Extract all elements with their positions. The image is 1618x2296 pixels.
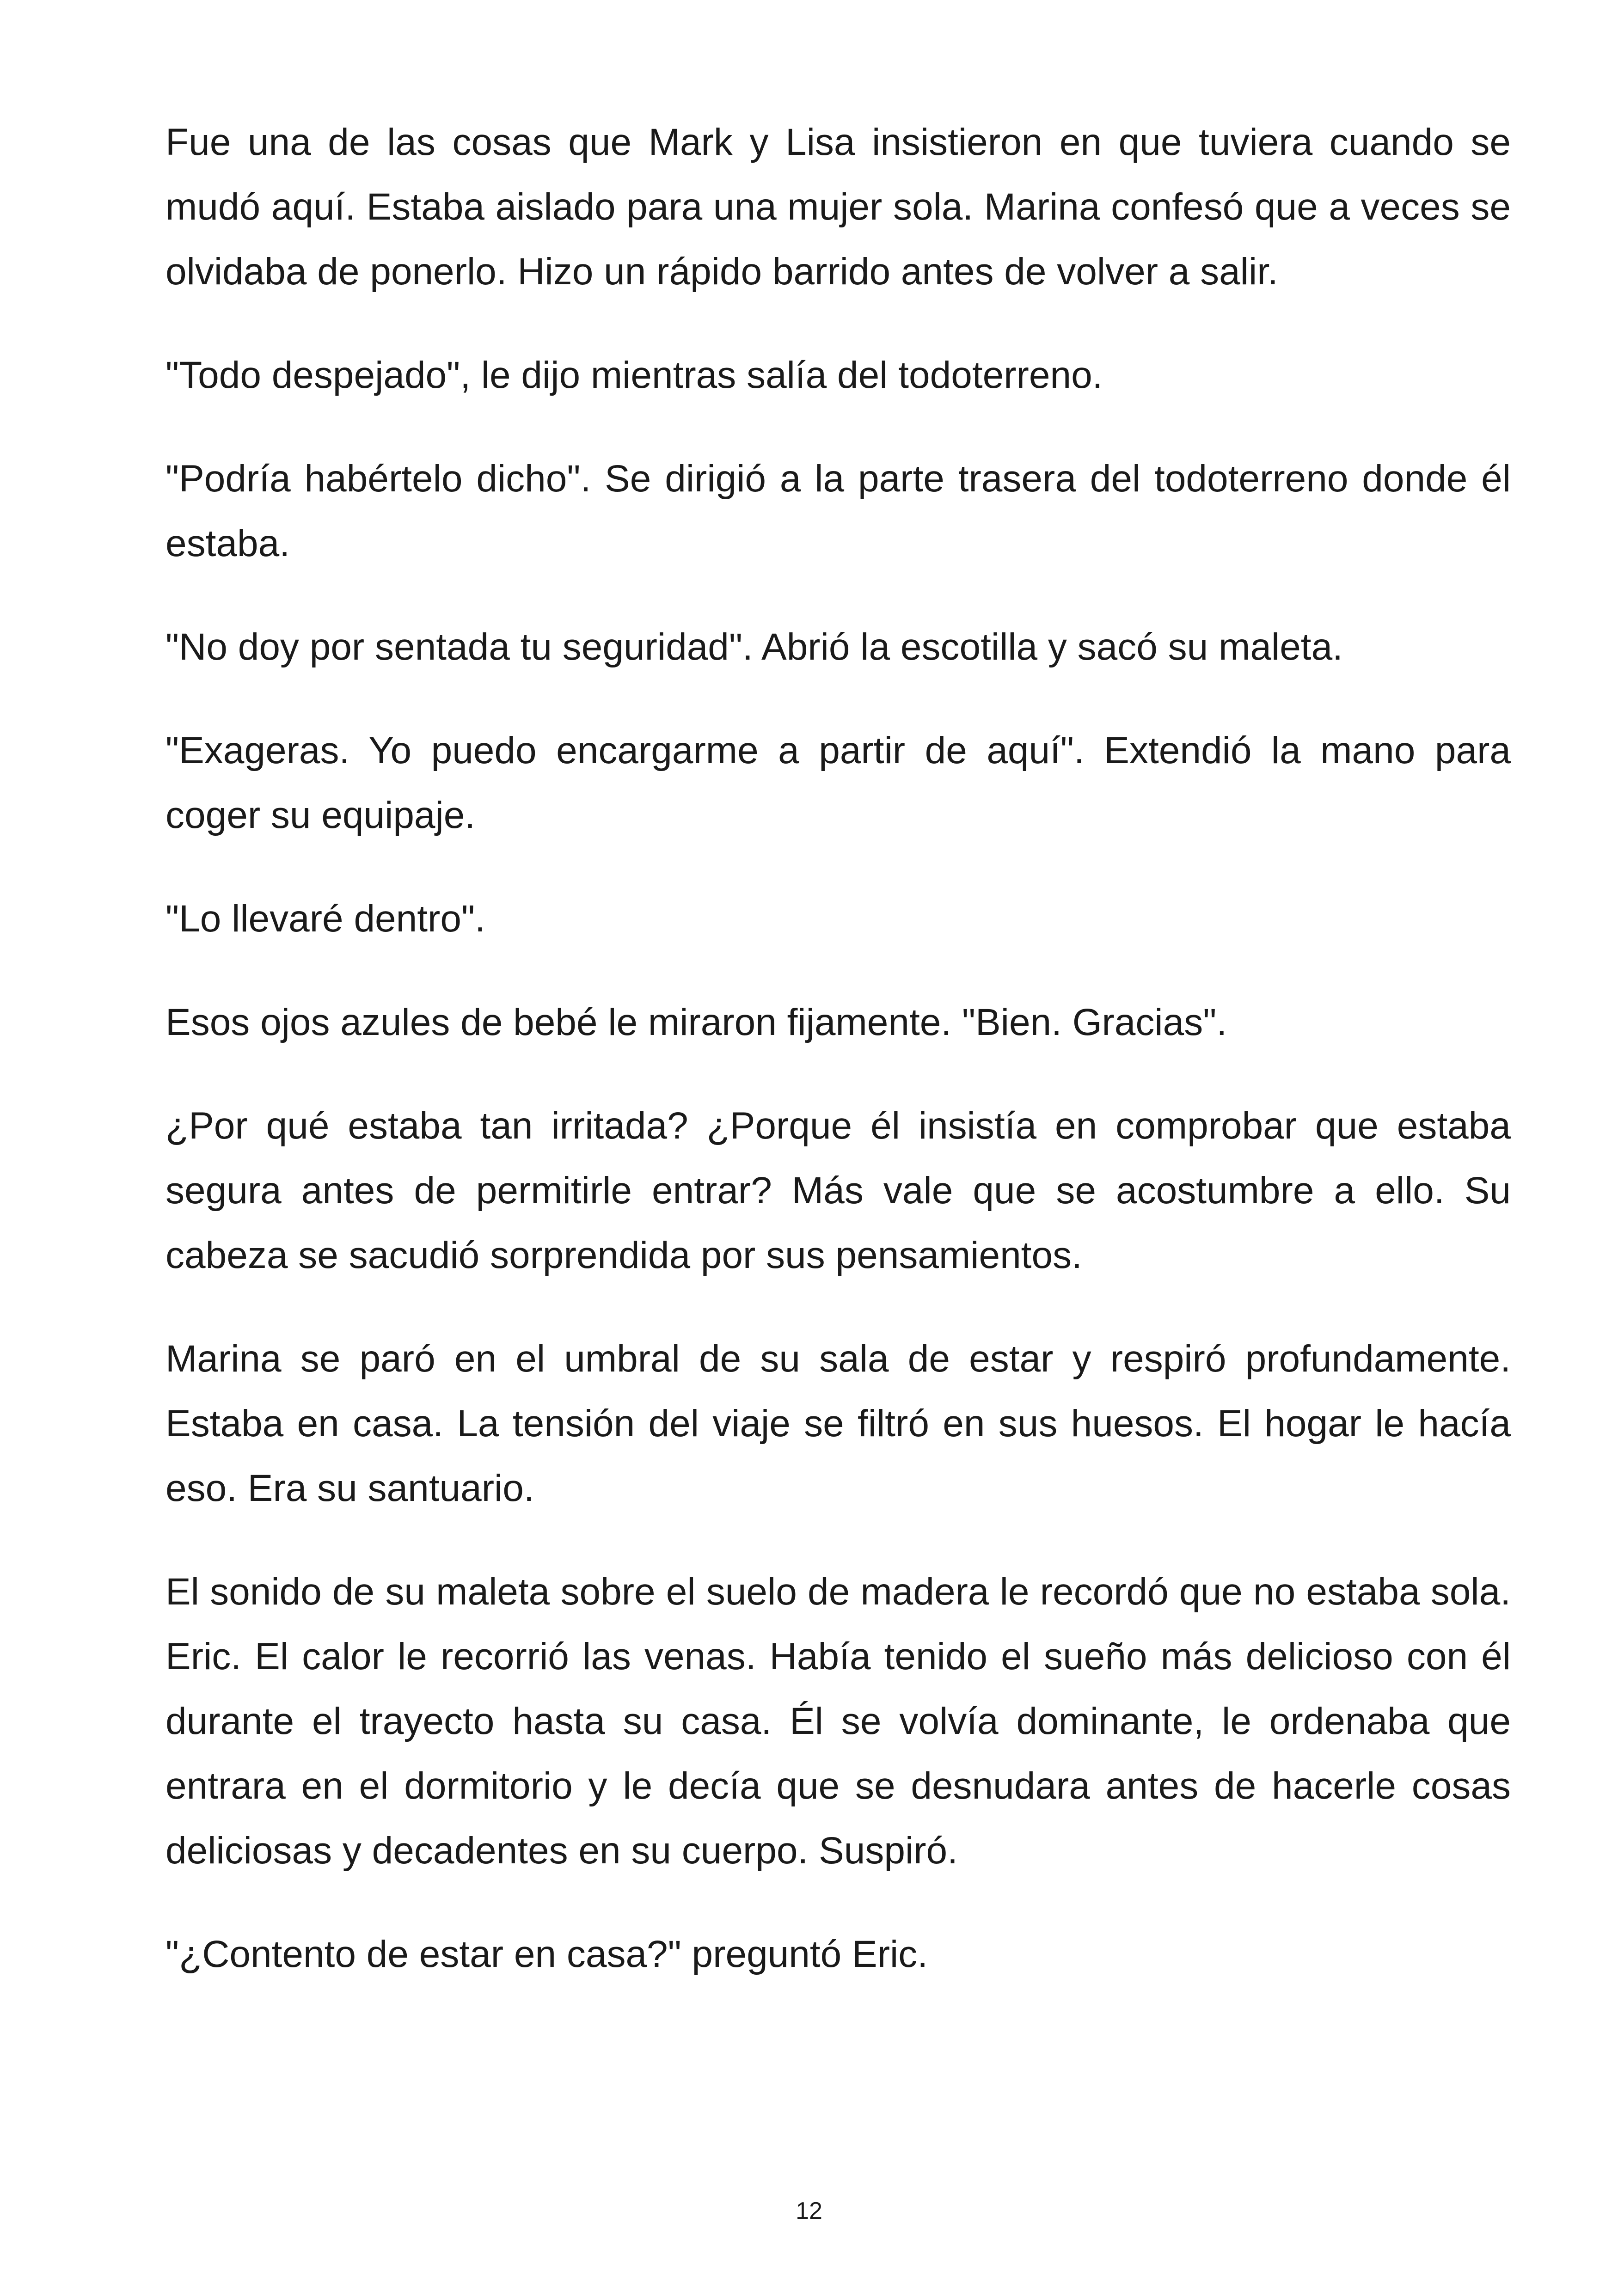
page-number: 12	[796, 2198, 822, 2224]
paragraph-3: "Podría habértelo dicho". Se dirigió a la parte trasera del todoterreno donde él estaba.	[165, 458, 1511, 564]
paragraph-9: Marina se paró en el umbral de su sala de estar y respiró profundamente. Estaba en casa. La tensión del viaje se filtró en sus huesos. El hogar le hacía eso. Era su santuario.	[165, 1338, 1511, 1509]
paragraph-4: "No doy por sentada tu seguridad". Abrió la escotilla y sacó su maleta.	[165, 626, 1343, 668]
paragraph-11: "¿Contento de estar en casa?" preguntó Eric.	[165, 1933, 928, 1975]
paragraph-7: Esos ojos azules de bebé le miraron fijamente. "Bien. Gracias".	[165, 1001, 1227, 1043]
paragraph-6: "Lo llevaré dentro".	[165, 898, 485, 940]
paragraph-5: "Exageras. Yo puedo encargarme a partir de aquí". Extendió la mano para coger su equipaje.	[165, 729, 1511, 836]
paragraph-1: Fue una de las cosas que Mark y Lisa insistieron en que tuviera cuando se mudó aquí. Estaba aislado para una mujer sola. Marina confesó que a veces se olvidaba de ponerlo. Hizo un rápido barrido antes de volver a salir.	[165, 121, 1511, 293]
paragraph-8: ¿Por qué estaba tan irritada? ¿Porque él insistía en comprobar que estaba segura antes de permitirle entrar? Más vale que se acostumbre a ello. Su cabeza se sacudió sorprendida por sus pensamientos.	[165, 1105, 1511, 1276]
paragraph-2: "Todo despejado", le dijo mientras salía del todoterreno.	[165, 354, 1103, 396]
paragraph-10: El sonido de su maleta sobre el suelo de madera le recordó que no estaba sola. Eric. El calor le recorrió las venas. Había tenido el sueño más delicioso con él durante el trayecto hasta su casa. Él se volvía dominante, le ordenaba que entrara en el dormitorio y le decía que se desnudara antes de hacerle cosas deliciosas y decadentes en su cuerpo. Suspiró.	[165, 1571, 1511, 1872]
body-text	[165, 110, 1511, 2026]
